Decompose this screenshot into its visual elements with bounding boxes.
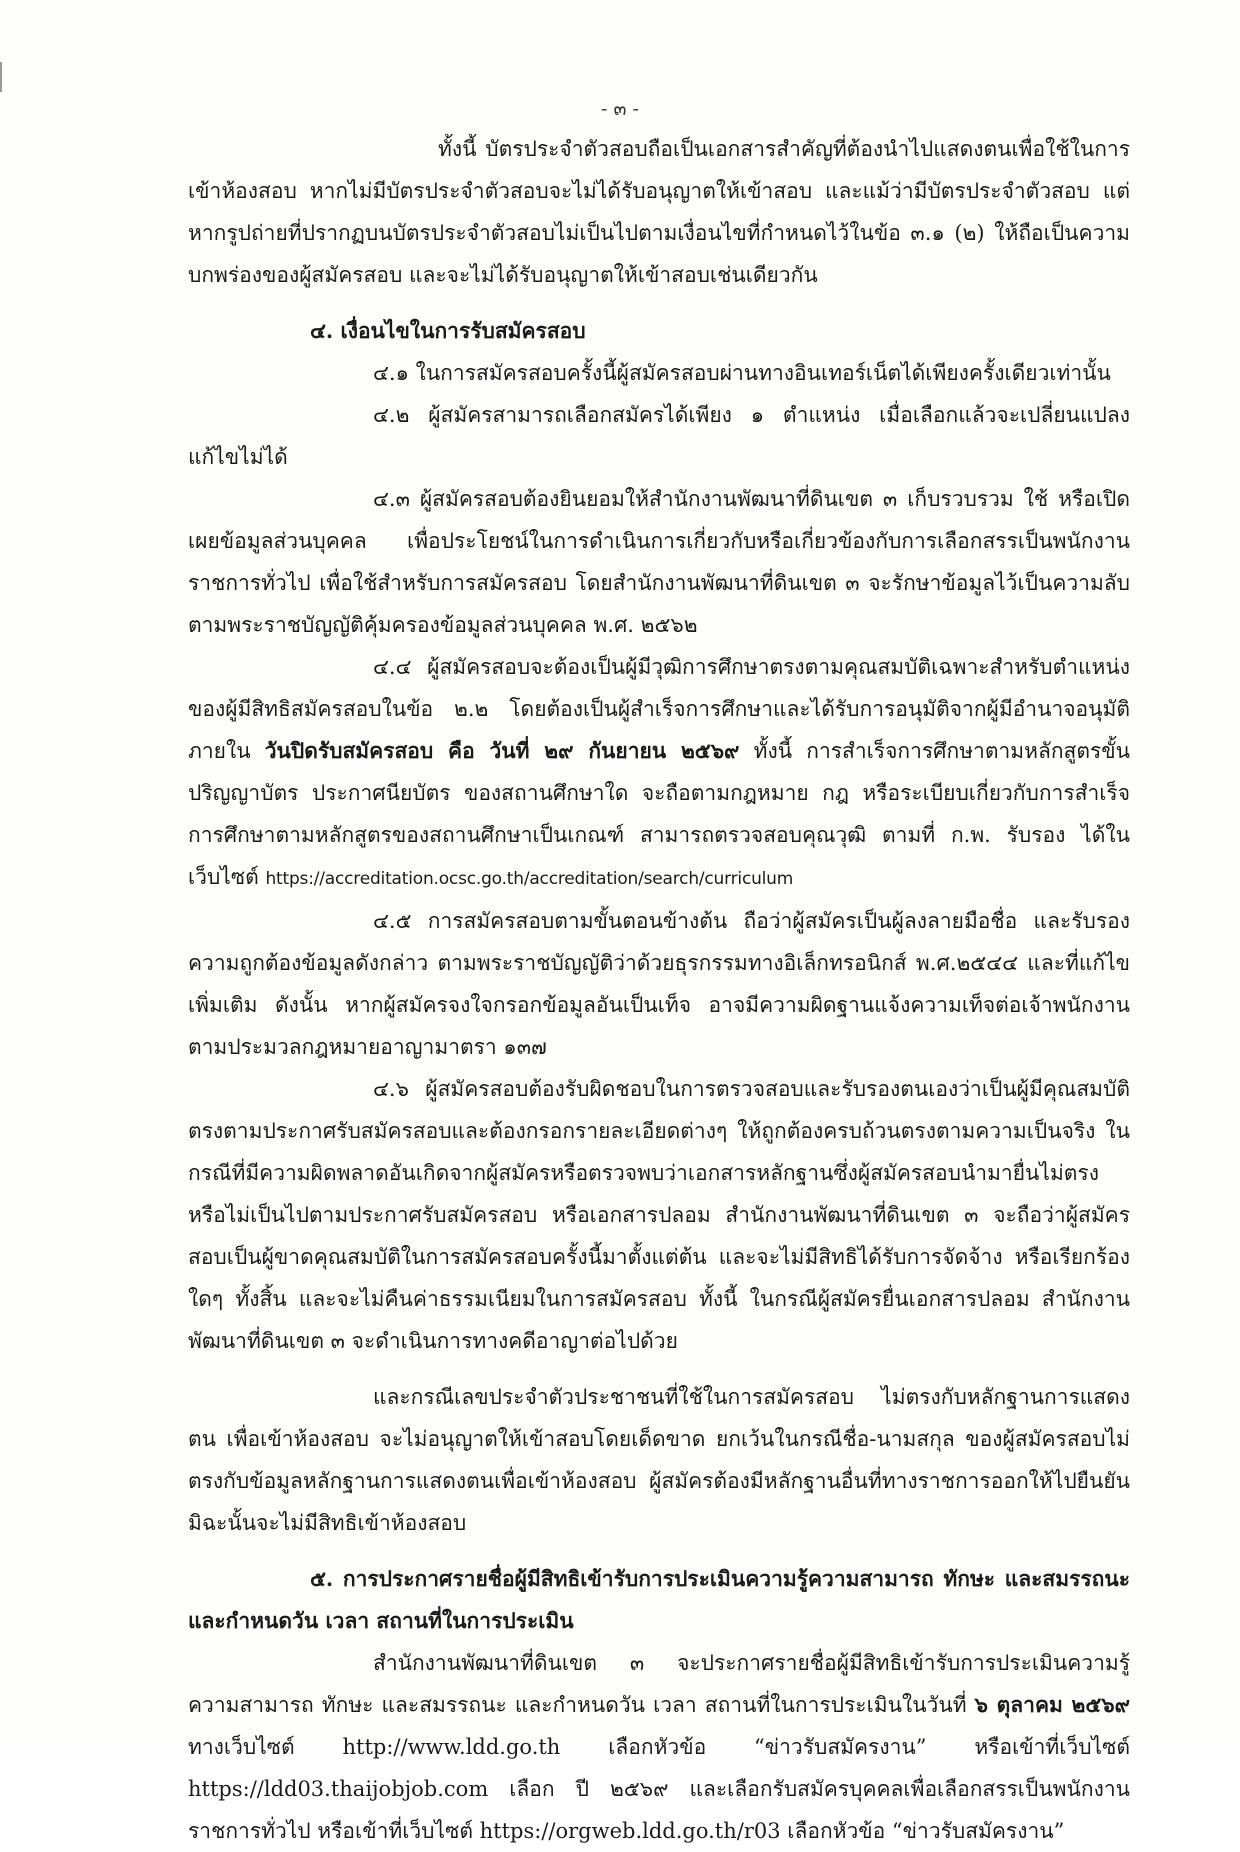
scan-edge-mark	[0, 62, 2, 92]
section-5-body	[188, 1642, 1130, 1852]
section-5-text-b: ทางเว็บไซต์ http://www.ldd.go.th เลือกหัวข้อ “ข่าวรับสมัครงาน” หรือเข้าที่เว็บไซต์ https://ldd03.thaijobjob.com เลือก ปี ๒๕๖๙ และเลือกรับสมัครบุคคลเพื่อเลือกสรรเป็นพนักงานราชการทั่วไป หรือเข้าที่เว็บไซต์ https://orgweb.ldd.go.th/r03 เลือกหัวข้อ “ข่าวรับสมัครงาน”	[188, 1735, 1130, 1843]
item-4-4-text-b: ทั้งนี้ การสำเร็จการศึกษาตามหลักสูตรขั้นปริญญาบัตร ประกาศนียบัตร ของสถานศึกษาใด จะถือตามกฎหมาย กฎ หรือระเบียบเกี่ยวกับการสำเร็จการศึกษาตามหลักสูตรของสถานศึกษาเป็นเกณฑ์ สามารถตรวจสอบคุณวุฒิ ตามที่ ก.พ. รับรอง ได้ในเว็บไซต์	[188, 739, 1130, 889]
page-number: - ๓ -	[601, 98, 639, 120]
item-4-5: ๔.๕ การสมัครสอบตามขั้นตอนข้างต้น ถือว่าผู้สมัครเป็นผู้ลงลายมือชื่อ และรับรองความถูกต้องข้อมูลดังกล่าว ตามพระราชบัญญัติว่าด้วยธุรกรรมทางอิเล็กทรอนิกส์ พ.ศ.๒๕๔๔ และที่แก้ไขเพิ่มเติม ดังนั้น หากผู้สมัครจงใจกรอกข้อมูลอันเป็นเท็จ อาจมีความผิดฐานแจ้งความเท็จต่อเจ้าพนักงาน ตามประมวลกฎหมายอาญามาตรา ๑๓๗	[188, 909, 1130, 1059]
section-5-heading: ๕. การประกาศรายชื่อผู้มีสิทธิเข้ารับการประเมินความรู้ความสามารถ ทักษะ และสมรรถนะ และกำหนดวัน เวลา สถานที่ในการประเมิน	[188, 1566, 1130, 1633]
document-body	[188, 128, 1130, 1852]
section-5-text-a: สำนักงานพัฒนาที่ดินเขต ๓ จะประกาศรายชื่อผู้มีสิทธิเข้ารับการประเมินความรู้ ความสามารถ ทักษะ และสมรรถนะ และกำหนดวัน เวลา สถานที่ในการประเมินในวันที่	[188, 1651, 1130, 1717]
item-4-1: ๔.๑ ในการสมัครสอบครั้งนี้ผู้สมัครสอบผ่านทางอินเทอร์เน็ตได้เพียงครั้งเดียวเท่านั้น	[373, 361, 1111, 385]
item-4-6: ๔.๖ ผู้สมัครสอบต้องรับผิดชอบในการตรวจสอบและรับรองตนเองว่าเป็นผู้มีคุณสมบัติตรงตามประกาศรับสมัครสอบและต้องกรอกรายละเอียดต่างๆ ให้ถูกต้องครบถ้วนตรงตามความเป็นจริง ในกรณีที่มีความผิดพลาดอันเกิดจากผู้สมัครหรือตรวจพบว่าเอกสารหลักฐานซึ่งผู้สมัครสอบนำมายื่นไม่ตรง หรือไม่เป็นไปตามประกาศรับสมัครสอบ หรือเอกสารปลอม สำนักงานพัฒนาที่ดินเขต ๓ จะถือว่าผู้สมัครสอบเป็นผู้ขาดคุณสมบัติในการสมัครสอบครั้งนี้มาตั้งแต่ต้น และจะไม่มีสิทธิได้รับการจัดจ้าง หรือเรียกร้องใดๆ ทั้งสิ้น และจะไม่คืนค่าธรรมเนียมในการสมัครสอบ ทั้งนี้ ในกรณีผู้สมัครยื่นเอกสารปลอม สำนักงานพัฒนาที่ดินเขต ๓ จะดำเนินการทางคดีอาญาต่อไปด้วย	[188, 1077, 1130, 1353]
item-4-2: ๔.๒ ผู้สมัครสามารถเลือกสมัครได้เพียง ๑ ตำแหน่ง เมื่อเลือกแล้วจะเปลี่ยนแปลง แก้ไขไม่ได้	[188, 403, 1130, 469]
item-4-4	[188, 646, 1130, 900]
section-5-date: ๖ ตุลาคม ๒๕๖๙	[974, 1692, 1130, 1717]
paragraph-intro: ทั้งนี้ บัตรประจำตัวสอบถือเป็นเอกสารสำคัญที่ต้องนำไปแสดงตนเพื่อใช้ในการเข้าห้องสอบ หากไม่มีบัตรประจำตัวสอบจะไม่ได้รับอนุญาตให้เข้าสอบ และแม้ว่ามีบัตรประจำตัวสอบ แต่หากรูปถ่ายที่ปรากฏบนบัตรประจำตัวสอบไม่เป็นไปตามเงื่อนไขที่กำหนดไว้ในข้อ ๓.๑ (๒) ให้ถือเป็นความบกพร่องของผู้สมัครสอบ และจะไม่ได้รับอนุญาตให้เข้าสอบเช่นเดียวกัน	[188, 137, 1130, 287]
accreditation-url: https://accreditation.ocsc.go.th/accreditation/search/curriculum	[265, 869, 794, 889]
paragraph-id-card: และกรณีเลขประจำตัวประชาชนที่ใช้ในการสมัครสอบ ไม่ตรงกับหลักฐานการแสดงตน เพื่อเข้าห้องสอบ จะไม่อนุญาตให้เข้าสอบโดยเด็ดขาด ยกเว้นในกรณีชื่อ-นามสกุล ของผู้สมัครสอบไม่ตรงกับข้อมูลหลักฐานการแสดงตนเพื่อเข้าห้องสอบ ผู้สมัครต้องมีหลักฐานอื่นที่ทางราชการออกให้ไปยืนยัน มิฉะนั้นจะไม่มีสิทธิเข้าห้องสอบ	[188, 1385, 1130, 1535]
item-4-4-closing-date: วันปิดรับสมัครสอบ คือ วันที่ ๒๙ กันยายน ๒๕๖๙	[264, 738, 740, 763]
section-4-heading: ๔. เงื่อนไขในการรับสมัครสอบ	[310, 318, 586, 343]
item-4-4-text-a: ๔.๔ ผู้สมัครสอบจะต้องเป็นผู้มีวุฒิการศึกษาตรงตามคุณสมบัติเฉพาะสำหรับตำแหน่งของผู้มีสิทธิสมัครสอบในข้อ ๒.๒ โดยต้องเป็นผู้สำเร็จการศึกษาและได้รับการอนุมัติจากผู้มีอำนาจอนุมัติภายใน	[188, 655, 1130, 763]
item-4-3: ๔.๓ ผู้สมัครสอบต้องยินยอมให้สำนักงานพัฒนาที่ดินเขต ๓ เก็บรวบรวม ใช้ หรือเปิดเผยข้อมูลส่วนบุคคล เพื่อประโยชน์ในการดำเนินการเกี่ยวกับหรือเกี่ยวข้องกับการเลือกสรรเป็นพนักงานราชการทั่วไป เพื่อใช้สำหรับการสมัครสอบ โดยสำนักงานพัฒนาที่ดินเขต ๓ จะรักษาข้อมูลไว้เป็นความลับตามพระราชบัญญัติคุ้มครองข้อมูลส่วนบุคคล พ.ศ. ๒๕๖๒	[188, 487, 1130, 637]
